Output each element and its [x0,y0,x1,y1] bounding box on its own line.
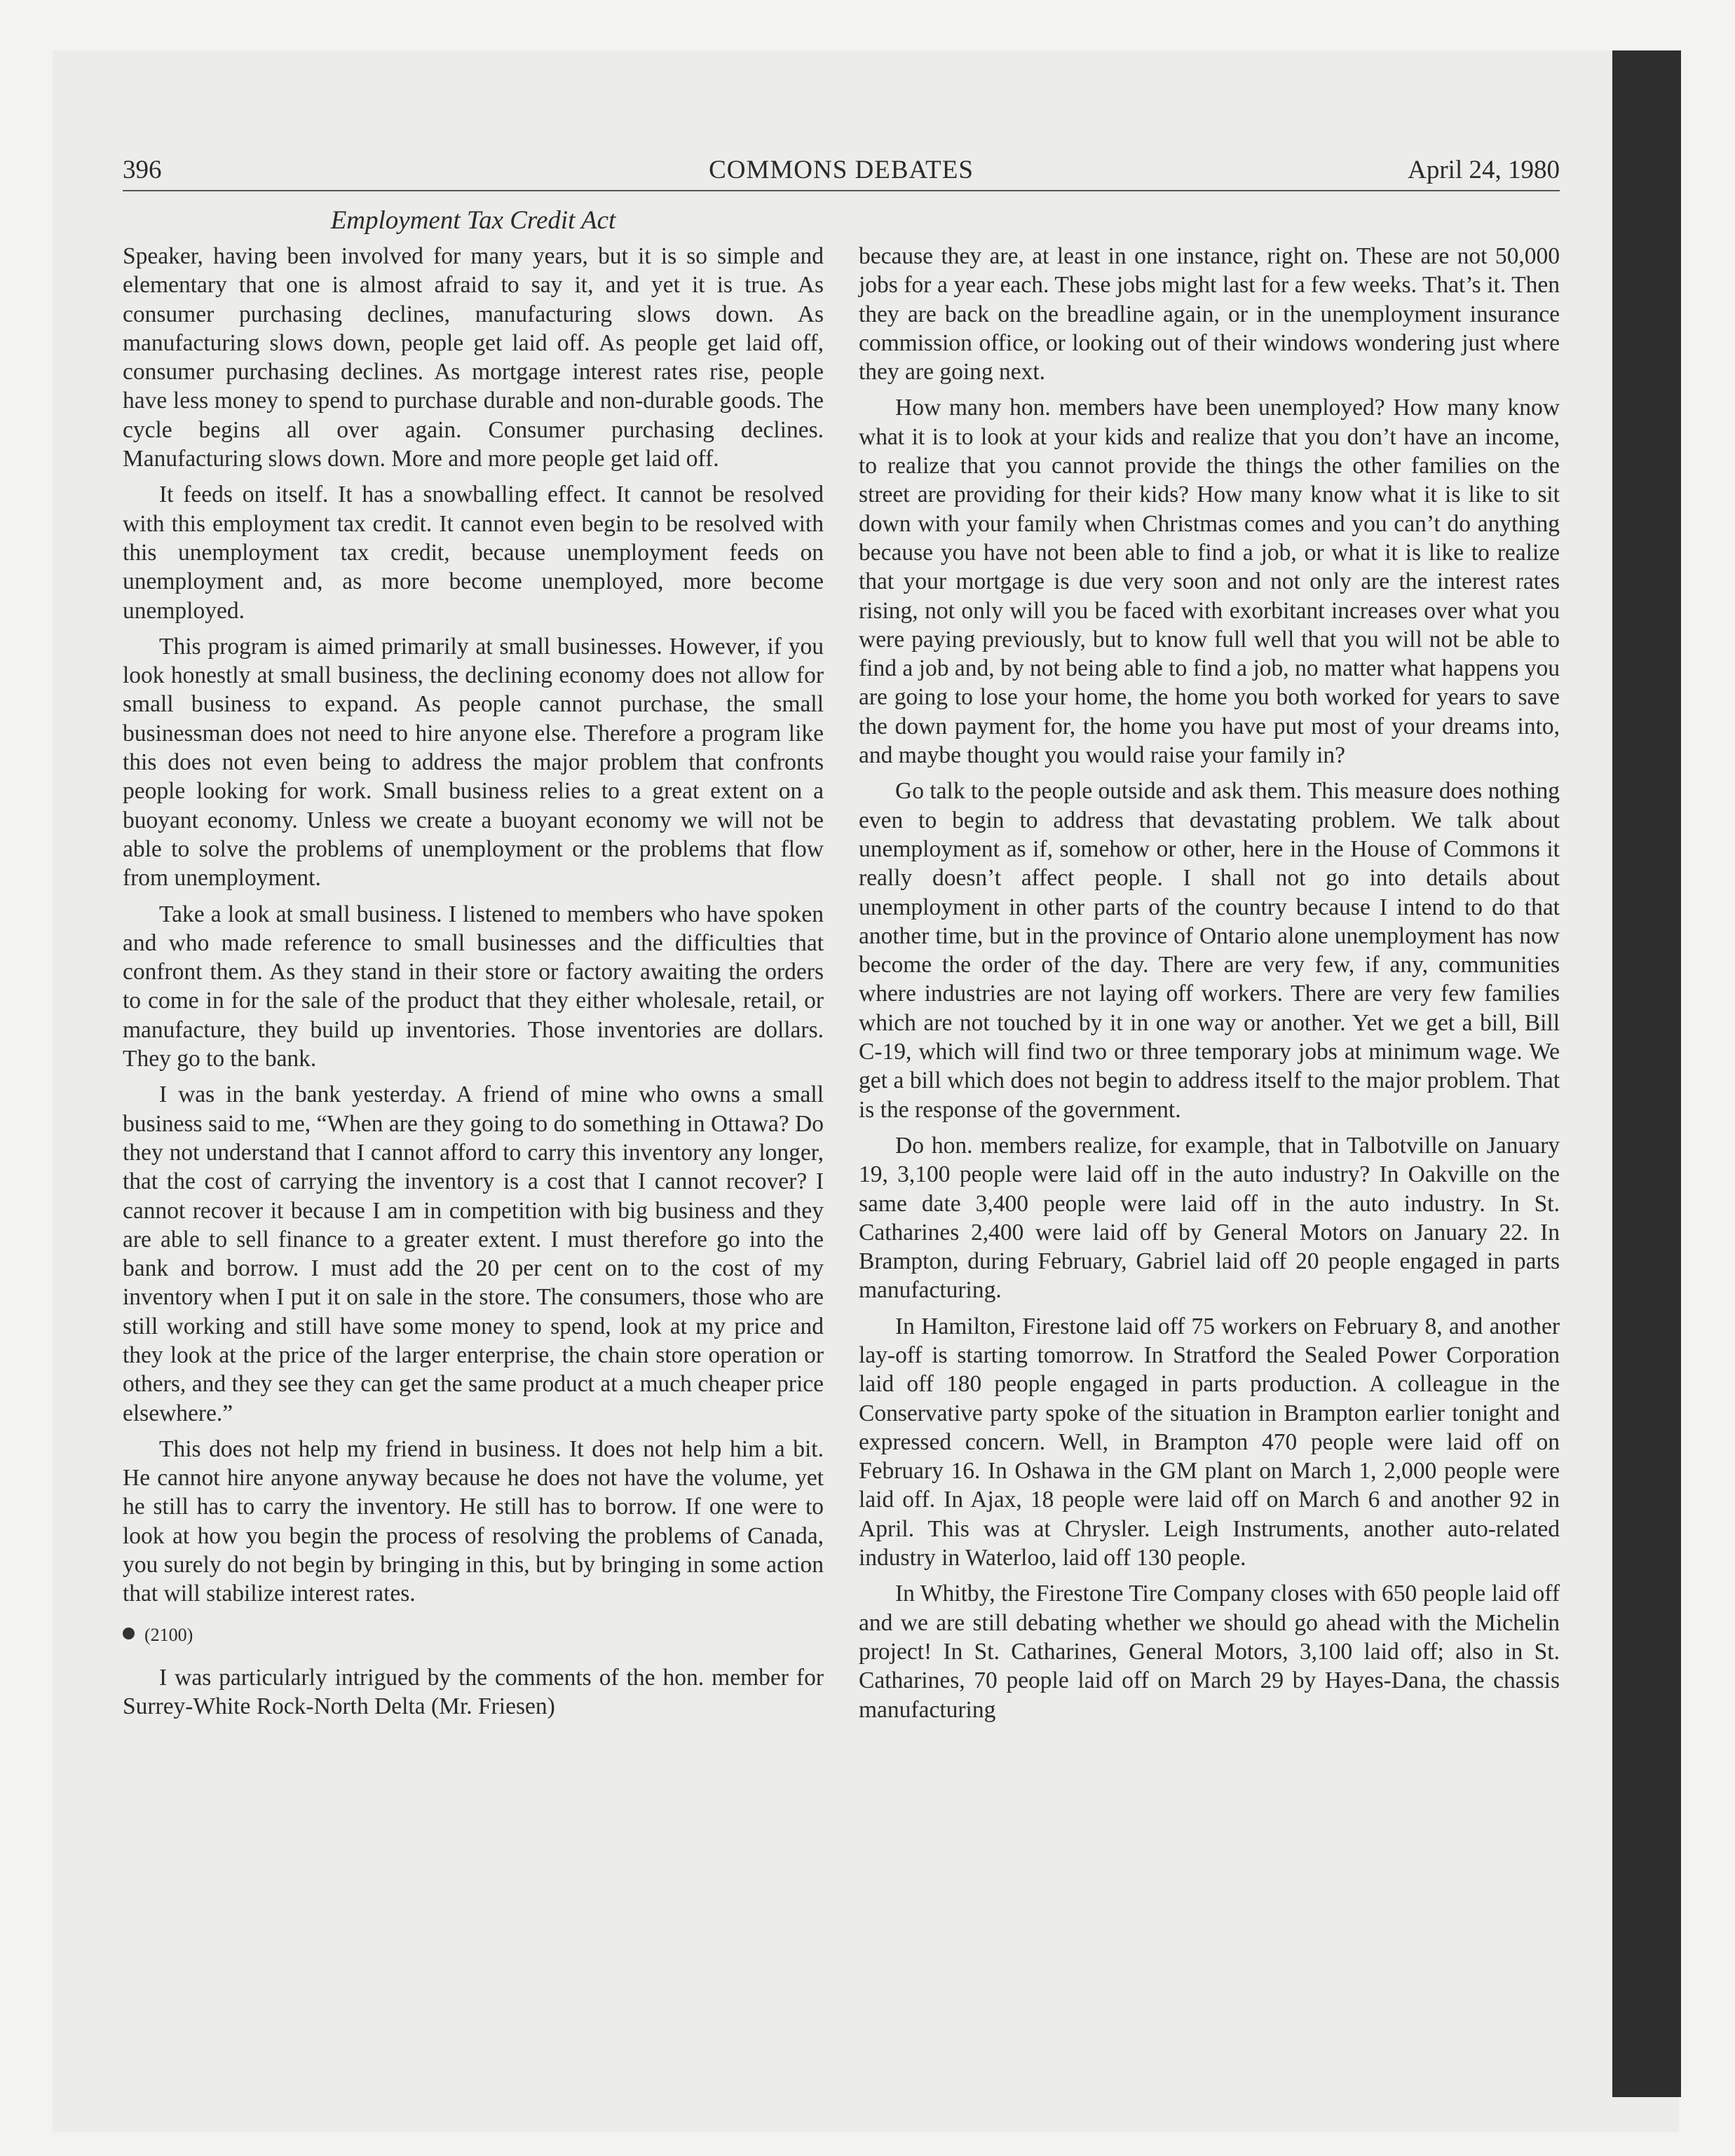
paragraph: Go talk to the people outside and ask them. This measure does nothing even to begin to address that devastating problem. We talk about unemployment as if, somehow or other, here in the House of Commons it really doesn’t affect people. I shall not go into details about unemployment in other parts of the country because I intend to do that another time, but in the province of Ontario alone unemployment has now become the order of the day. There are very few, if any, communities where industries are not laying off workers. There are very few families which are not touched by it in one way or another. Yet we get a bill, Bill C-19, which will find two or three temporary jobs at minimum wage. We get a bill which does not begin to address itself to the major problem. That is the response of the government. [859,778,1560,1123]
publication-title: COMMONS DEBATES [709,156,974,184]
paragraph: Speaker, having been involved for many years, but it is so simple and elementary that one is almost afraid to say it, and yet it is true. As consumer purchasing declines, manufacturing slows down. As manufacturing slows down, people get laid off. As people get laid off, consumer purchasing declines. As mortgage interest rates rise, people have less money to spend to purchase durable and non-durable goods. The cycle begins all over again. Consumer purchasing declines. Manufacturing slows down. More and more people get laid off. [123,243,824,472]
paragraph: This does not help my friend in business. It does not help him a bit. He cannot hire anyone anyway because he does not have the volume, yet he still has to carry the inventory. He still has to borrow. If one were to look at how you begin the process of resolving the problems of Canada, you surely do not begin by bringing in this, but by bringing in some action that will stabilize interest rates. [123,1435,824,1607]
paragraph: In Hamilton, Firestone laid off 75 workers on February 8, and another lay-off is starting tomorrow. In Stratford the Sealed Power Corporation laid off 180 people engaged in parts production. A colleague in the Conservative party spoke of the situation in Brampton earlier tonight and expressed concern. Well, in Brampton 470 people were laid off on February 16. In Oshawa in the GM plant on March 1, 2,000 people were laid off. In Ajax, 18 people were laid off on March 6 and another 92 in April. This was at Chrysler. Leigh Instruments, another auto-related industry in Waterloo, laid off 130 people. [859,1313,1560,1571]
paragraph: Take a look at small business. I listened to members who have spoken and who made reference to small businesses and the difficulties that confront them. As they stand in their store or factory awaiting the orders to come in for the sale of the product that they either wholesale, retail, or manufacture, they build up inventories. Those inventories are dollars. They go to the bank. [123,901,824,1072]
page-header [123,151,1560,191]
paragraph: I was in the bank yesterday. A friend of mine who owns a small business said to me, “When are they going to do something in Ottawa? Do they not understand that I cannot afford to carry this inventory any longer, that the cost of carrying the inventory is a cost that I cannot recover? I cannot recover it because I am in competition with big business and they are able to sell finance to a greater extent. I must therefore go into the bank and borrow. I must add the 20 per cent on to the cost of my inventory when I put it on sale in the store. The consumers, those who are still working and still have some money to spend, look at my price and they look at the price of the larger enterprise, the chain store operation or others, and they see they can get the same product at a much cheaper price elsewhere.” [123,1082,824,1426]
running-head: Employment Tax Credit Act [330,206,616,235]
paragraph: Do hon. members realize, for example, that in Talbotville on January 19, 3,100 people were laid off in the auto industry? In Oakville on the same date 3,400 people were laid off in the auto industry. In St. Catharines 2,400 were laid off by General Motors on January 22. In Brampton, during February, Gabriel laid off 20 people engaged in parts manufacturing. [859,1132,1560,1304]
time-marker-label: (2100) [144,1624,193,1645]
paragraph: How many hon. members have been unemployed? How many know what it is to look at your kids and realize that you don’t have an income, to realize that you cannot provide the things the other families on the street are providing for their kids? How many know what it is like to sit down with your family when Christmas comes and you can’t do anything because you have not been able to find a job, or what it is like to realize that your mortgage is due very soon and not only are the interest rates rising, not only will you be faced with exorbitant increases over what you were paying previously, but to know full well that you will not be able to find a job and, by not being able to find a job, no matter what happens you are going to lose your home, the home you both worked for years to save the down payment for, the home you have put most of your dreams into, and maybe thought you would raise your family in? [859,395,1560,769]
left-column [123,242,824,1728]
publication-date: April 24, 1980 [1408,156,1560,184]
scan-edge-bar [1612,50,1681,2097]
paragraph: In Whitby, the Firestone Tire Company closes with 650 people laid off and we are still debating whether we should go ahead with the Michelin project! In St. Catharines, General Motors, 3,100 laid off; also in St. Catharines, 70 people laid off on March 29 by Hayes-Dana, the chassis manufacturing [859,1581,1560,1723]
paragraph: I was particularly intrigued by the comments of the hon. member for Surrey-White Rock-North Delta (Mr. Friesen) [123,1664,824,1719]
paragraph: It feeds on itself. It has a snowballing effect. It cannot be resolved with this employment tax credit. It cannot even begin to be resolved with this unemployment tax credit, because unemployment feeds on unemployment and, as more become unemployed, more become unemployed. [123,482,824,624]
paragraph: This program is aimed primarily at small businesses. However, if you look honestly at small business, the declining economy does not allow for small business to expand. As people cannot purchase, the small businessman does not need to hire anyone else. Therefore a program like this does not even being to address the major problem that confronts people looking for work. Small business relies to a great extent on a buoyant economy. Unless we create a buoyant economy we will not be able to solve the problems of unemployment or the problems that flow from unemployment. [123,633,824,892]
paragraph: because they are, at least in one instance, right on. These are not 50,000 jobs for a year each. These jobs might last for a few weeks. That’s it. Then they are back on the breadline again, or in the unemployment insurance commission office, or looking out of their windows wondering just where they are going next. [859,243,1560,386]
right-column [859,242,1560,1731]
page-number: 396 [123,156,162,184]
bullet-dot-icon [123,1628,135,1639]
time-marker [123,1624,824,1646]
